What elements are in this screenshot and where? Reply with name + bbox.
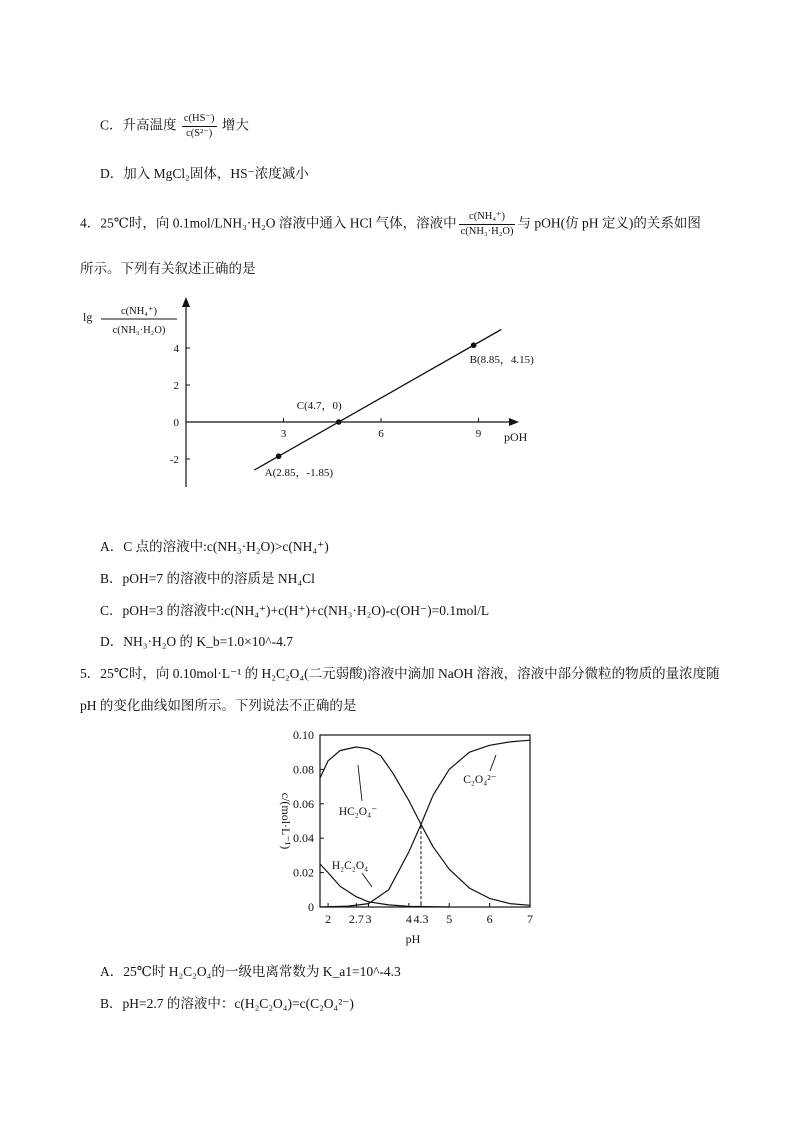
q4-stem-line1 bbox=[80, 211, 701, 238]
q4-option-b: B．pOH=7 的溶液中的溶质是 NH₄Cl bbox=[100, 571, 315, 586]
q5-option-a: A．25℃时 H₂C₂O₄的一级电离常数为 K_a1=10^-4.3 bbox=[100, 964, 401, 979]
q4-stem-line2: 所示。下列有关叙述正确的是 bbox=[80, 261, 256, 276]
chart2-labels bbox=[332, 755, 497, 887]
chart1-x-tick-label: 9 bbox=[475, 428, 482, 440]
q3-option-c-fraction bbox=[182, 113, 217, 140]
chart2-y-tick-label: 0 bbox=[308, 900, 314, 914]
chart1-ylabel-denominator: c(NH₃·H₂O) bbox=[112, 325, 166, 336]
chart2-series-h2c2o4-leader bbox=[362, 873, 372, 887]
chart1-point-label: B(8.85，4.15) bbox=[469, 354, 534, 367]
figure-lg-ratio-vs-poh bbox=[75, 295, 535, 495]
q3-fraction-denominator: c(S²⁻) bbox=[186, 128, 213, 140]
chart1-point-label: A(2.85，-1.85) bbox=[264, 467, 334, 480]
chart1-points bbox=[265, 342, 534, 479]
chart2-x-tick-label: 4.3 bbox=[413, 912, 429, 926]
chart2-xlabel: pH bbox=[405, 932, 421, 946]
chart2-x-tick-label: 2.7 bbox=[348, 912, 364, 926]
chart2-y-tick-label: 0.08 bbox=[293, 762, 314, 777]
q4-option-a: A．C 点的溶液中:c(NH₃·H₂O)>c(NH₄⁺) bbox=[100, 539, 329, 554]
q5-stem-line1: 5．25℃时，向 0.10mol·L⁻¹ 的 H₂C₂O₄(二元弱酸)溶液中滴加 NaOH 溶液，溶液中部分微粒的物质的量浓度随 bbox=[80, 666, 720, 681]
chart2-x-tick-label: 3 bbox=[365, 912, 372, 926]
chart1-point-marker bbox=[276, 453, 282, 459]
chart2-x-tick-label: 6 bbox=[486, 912, 493, 926]
q4-option-c: C．pOH=3 的溶液中:c(NH₄⁺)+c(H⁺)+c(NH₃·H₂O)-c(OH⁻)=0.1mol/L bbox=[100, 603, 490, 618]
chart2-series-h2c2o4-label: H₂C₂O₄ bbox=[331, 860, 369, 872]
q4-fraction-numerator: c(NH₄⁺) bbox=[459, 211, 516, 225]
q4-fraction-denominator: c(NH₃·H₂O) bbox=[460, 226, 514, 238]
q3-option-c-prefix: C．升高温度 bbox=[100, 117, 177, 133]
chart1-svg bbox=[75, 295, 535, 495]
chart2-y-tick-label: 0.02 bbox=[293, 865, 314, 880]
q4-option-d: D．NH₃·H₂O 的 K_b=1.0×10^-4.7 bbox=[100, 634, 293, 649]
chart1-point-label: C(4.7，0) bbox=[296, 400, 342, 412]
chart1-x-tick-label: 3 bbox=[280, 428, 287, 440]
chart2-ylabel: c/(mol·L⁻¹) bbox=[279, 792, 293, 850]
chart1-point-marker bbox=[471, 342, 477, 348]
chart1-y-tick-label: -2 bbox=[169, 454, 179, 466]
chart2-x-tick-label: 7 bbox=[527, 912, 533, 926]
chart2-svg bbox=[262, 725, 552, 955]
chart1-ylabel-numerator: c(NH₄⁺) bbox=[120, 306, 158, 317]
q4-stem-part1: 4．25℃时，向 0.1mol/LNH₃·H₂O 溶液中通入 HCl 气体，溶液中 bbox=[80, 215, 457, 231]
chart1-x-arrow bbox=[509, 418, 519, 426]
q5-stem-line2: pH 的变化曲线如图所示。下列说法不正确的是 bbox=[80, 698, 357, 713]
chart2-x-tick-label: 5 bbox=[446, 912, 453, 926]
q3-option-d: D．加入 MgCl₂固体，HS⁻浓度减小 bbox=[100, 166, 309, 181]
chart1-point-marker bbox=[336, 419, 342, 425]
chart1-y-tick-label: 4 bbox=[173, 343, 179, 355]
chart1-y-tick-label: 2 bbox=[173, 380, 179, 392]
chart2-frame bbox=[320, 735, 530, 907]
chart1-y-tick-label: 0 bbox=[173, 417, 179, 429]
chart2-series-c2o4 bbox=[320, 740, 530, 907]
chart2-series-hc2o4-leader bbox=[358, 765, 362, 801]
chart2-series bbox=[320, 740, 530, 907]
chart1-series bbox=[254, 330, 501, 471]
chart1-series-line bbox=[254, 330, 501, 471]
chart2-series-c2o4-leader bbox=[490, 755, 496, 771]
figure-concentration-vs-ph bbox=[262, 725, 552, 955]
chart2-x-tick-label: 2 bbox=[325, 912, 332, 926]
q4-stem-part2: 与 pOH(仿 pH 定义)的关系如图 bbox=[517, 215, 701, 231]
chart2-series-c2o4-label: C₂O₄²⁻ bbox=[463, 774, 497, 786]
q3-option-c bbox=[100, 113, 249, 140]
chart2-y-tick-label: 0.04 bbox=[293, 831, 314, 846]
q4-stem-fraction bbox=[459, 211, 516, 238]
chart2-series-hc2o4-label: HC₂O₄⁻ bbox=[338, 806, 378, 818]
q3-fraction-numerator: c(HS⁻) bbox=[182, 113, 217, 127]
chart2-series-hc2o4 bbox=[320, 747, 530, 905]
chart1-xlabel: pOH bbox=[504, 430, 528, 444]
chart2-ticks bbox=[293, 728, 533, 926]
q5-option-b: B．pH=2.7 的溶液中：c(H₂C₂O₄)=c(C₂O₄²⁻) bbox=[100, 996, 354, 1011]
chart2-y-tick-label: 0.10 bbox=[293, 728, 314, 742]
chart1-x-tick-label: 6 bbox=[378, 428, 384, 440]
chart1-ylabel-prefix: lg bbox=[83, 310, 93, 324]
chart2-x-tick-label: 4 bbox=[405, 912, 412, 926]
chart2-y-tick-label: 0.06 bbox=[293, 796, 314, 811]
chart1-y-arrow bbox=[182, 297, 190, 307]
q3-option-c-suffix: 增大 bbox=[221, 117, 249, 133]
